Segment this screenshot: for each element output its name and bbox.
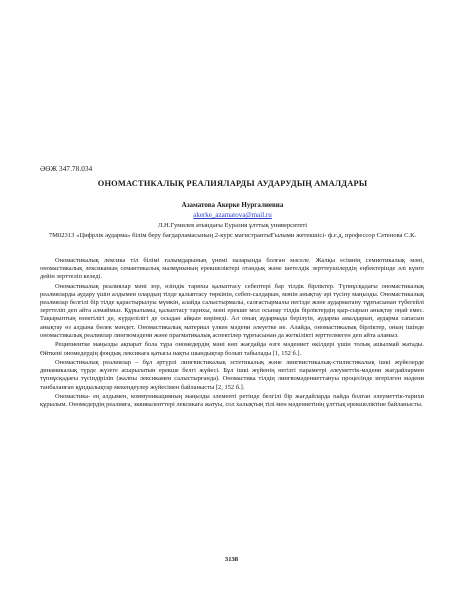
author-email-link[interactable]: akerke_azamatova@mail.ru xyxy=(193,211,272,219)
paragraph: Реципиентке маңызды ақпарат бола тұра ономедердің мәні көп жағдайда өзге мәдениет өкілдері үшін толық ашылмай жатады. Өйткені ономедердің фондық лексикаға қатысы нақты шындықтар болып табылады [1, 152 б.]. xyxy=(40,341,424,357)
page-number: 3138 xyxy=(224,556,239,563)
author-name: Азаматова Акерке Нургалиевна xyxy=(181,201,284,209)
udc-code: ӘӨЖ 347.78.034 xyxy=(40,165,93,173)
paragraph: Ономастикалық лексика тіл білімі ғалымдарының үнемі назарында болған мәселе. Жалқы есімнің семиотикалық мәні, ономастикалық лексиканың семантикалық мазмұнының ерекшеліктері отандық және шетелдік зерттеушілердің еңбектерінде әлі күнге дейін зерттеліп келеді. xyxy=(40,257,424,281)
affiliation-university: Л.Н.Гумилев атындағы Еуразия ұлттық университеті xyxy=(157,222,308,229)
paragraph: Ономастикалық реалиялар – бұл әртүрлі лингвистикалық эстетикалық және лингвистикалық-стилистикалық ішкі жүйелерде динамикалық түрде жүзеге асырылатын ерекше белгі жүйесі. Бұл ішкі жүйенің негізгі параметрі әлеуметтік-мәдени жағдайлармен түпнұсқадағы түсіндіріліп (жалпы лексикамен салыстырғанда). Ономастика тілдің лингвомәдениеттануы процесінде игерілген мәдени танбаланған құндылықтар мекендеулер жүйесімен байланысты [2, 152 б.]. xyxy=(40,359,424,391)
article-body xyxy=(40,257,424,411)
article-title: ОНОМАСТИКАЛЫҚ РЕАЛИЯЛАРДЫ АУДАРУДЫҢ АМАЛДАРЫ xyxy=(97,179,368,188)
paragraph: Ономастика- ең алдымен, коммуникацияның маңызды элементі ретінде белгілі бір жағдайларда пайда болған әлеуметтік-тарихи құрылым. Ономедердің реалияға, эквиваленттері лексикаға жатуы, сол халықтың тілі мен мәдениетінің ұлттық ерекшеліктіне байланысты. xyxy=(40,393,424,409)
paragraph: Ономастикалық реалиялар мәні зор, өзіндік тарихы қалыптасу себептері бар тілдік бірліктер. Түпнұсқадағы ономастикалық реалияларды аудару үшін алдымен олардың тілде қалыптасу төркінін, себеп-салдарын, мәнін анықтау әрі түсіну маңызды. Ономастикалық реалиялар белгілі бір тілде қарастырылуы мүмкін, алайда салыстырмалы, салғастырмалы негізде және аударматану тұрғысынан түбегейлі зерттеліп деп айта алмаймыз. Құрылымы, қалыптасу тарихы, мәні ерекше мол осынау тілдік бірліктердің қыр-сырын анықтау оңай емес. Тақырыптың өзектілігі де, күрделілігі де осыдан айқын көрінеді. Ал оның аудармада берілуін, аударма амалдарын, аударма сапасын анықтау өз алдына бөлек мәндет. Ономастикалық материал үлкен мәдени әлеуетке ие. Алайда, ономастикалық бірліктер, оның ішінде ономастикалық реалиялар лингвомәдени және прагматикалық аспектілер тұрғысынан да жеткілікті зерттелмеген деп айта аламыз. xyxy=(40,282,424,339)
affiliation-program: 7M02313 «Цифрлік аударма» білім беру бағдарламасының 2-курс магистрантыҒылыми жетекшісі- ф.ғ.д, профессор Сәтенова С.К. xyxy=(48,232,417,239)
